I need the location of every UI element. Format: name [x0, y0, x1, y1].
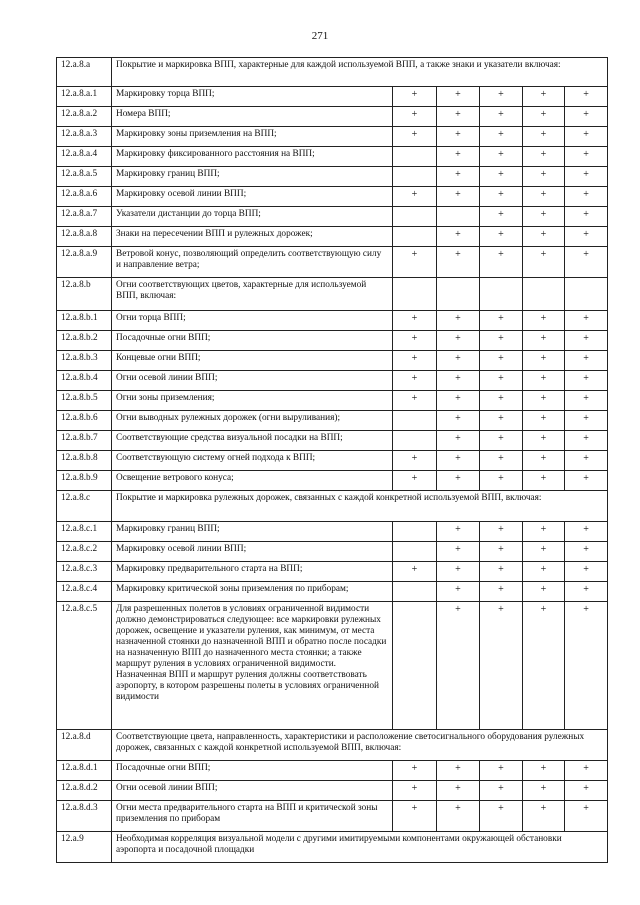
table-row — [57, 87, 608, 107]
level-mark-5: + — [565, 471, 608, 491]
table-row — [57, 761, 608, 781]
level-mark-5: + — [565, 187, 608, 207]
level-mark-1 — [393, 602, 437, 730]
level-mark-3: + — [480, 351, 523, 371]
level-mark-1: + — [393, 781, 437, 801]
level-mark-5: + — [565, 147, 608, 167]
level-mark-5: + — [565, 562, 608, 582]
table-row — [57, 801, 608, 832]
level-mark-2: + — [437, 227, 480, 247]
level-mark-4: + — [523, 411, 565, 431]
row-description: Для разрешенных полетов в условиях ограниченной видимости должно демонстрироваться следующее: все маркировки рулежных дорожек, освещение и указатели руления, как минимум, от места назначенной стоянки до назначенной ВПП и обратно после посадки на назначенную ВПП до назначенного места стоянки; а также маршрут руления в условиях ограниченной видимости. Назначенная ВПП и маршрут руления должны соответствовать аэропорту, в котором разрешены полеты в условиях ограниченной видимости — [112, 602, 393, 730]
level-mark-2: + — [437, 187, 480, 207]
level-mark-3: + — [480, 247, 523, 278]
level-mark-5: + — [565, 451, 608, 471]
row-code: 12.a.8.b.6 — [57, 411, 112, 431]
level-mark-5: + — [565, 801, 608, 832]
level-mark-3: + — [480, 451, 523, 471]
level-mark-1 — [393, 147, 437, 167]
level-mark-1: + — [393, 562, 437, 582]
row-description: Маркировку осевой линии ВПП; — [112, 542, 393, 562]
row-description: Соответствующую систему огней подхода к ВПП; — [112, 451, 393, 471]
table-row — [57, 247, 608, 278]
level-mark-5: + — [565, 227, 608, 247]
level-mark-3: + — [480, 167, 523, 187]
level-mark-3: + — [480, 331, 523, 351]
level-mark-5: + — [565, 761, 608, 781]
row-code: 12.a.8.c.4 — [57, 582, 112, 602]
level-mark-4: + — [523, 187, 565, 207]
row-code: 12.a.8.b.4 — [57, 371, 112, 391]
row-code: 12.a.8.b.5 — [57, 391, 112, 411]
level-mark-2: + — [437, 167, 480, 187]
level-mark-2: + — [437, 311, 480, 331]
level-mark-4: + — [523, 227, 565, 247]
level-mark-3: + — [480, 761, 523, 781]
row-description: Посадочные огни ВПП; — [112, 331, 393, 351]
level-mark-1 — [393, 227, 437, 247]
level-mark-5: + — [565, 167, 608, 187]
row-code: 12.a.8.b.3 — [57, 351, 112, 371]
table-row — [57, 491, 608, 522]
row-description: Огни торца ВПП; — [112, 311, 393, 331]
level-mark-1 — [393, 431, 437, 451]
level-mark-4: + — [523, 351, 565, 371]
level-mark-4: + — [523, 167, 565, 187]
level-mark-4: + — [523, 522, 565, 542]
level-mark-5: + — [565, 331, 608, 351]
level-mark-1 — [393, 411, 437, 431]
section-heading: Соответствующие цвета, направленность, характеристики и расположение светосигнального оборудования рулежных дорожек, связанных с каждой конкретной используемой ВПП, включая: — [112, 730, 608, 761]
row-code: 12.a.8.d.3 — [57, 801, 112, 832]
table-row — [57, 431, 608, 451]
row-code: 12.a.8.d — [57, 730, 112, 761]
table-row — [57, 227, 608, 247]
table-row — [57, 781, 608, 801]
row-code: 12.a.8.a.6 — [57, 187, 112, 207]
table-row — [57, 832, 608, 863]
level-mark-1: + — [393, 247, 437, 278]
row-code: 12.a.8.d.1 — [57, 761, 112, 781]
row-description: Маркировку осевой линии ВПП; — [112, 187, 393, 207]
table-row — [57, 391, 608, 411]
row-code: 12.a.8.c.3 — [57, 562, 112, 582]
row-code: 12.a.8.b — [57, 278, 112, 311]
level-mark-2: + — [437, 801, 480, 832]
row-code: 12.a.8.b.7 — [57, 431, 112, 451]
level-mark-4: + — [523, 562, 565, 582]
level-mark-4: + — [523, 431, 565, 451]
table-row — [57, 582, 608, 602]
requirements-table — [56, 57, 608, 863]
level-mark-2: + — [437, 87, 480, 107]
level-mark-3: + — [480, 471, 523, 491]
level-mark-2: + — [437, 562, 480, 582]
level-mark-1: + — [393, 87, 437, 107]
level-mark-4: + — [523, 107, 565, 127]
level-mark-4: + — [523, 801, 565, 832]
level-mark-1: + — [393, 371, 437, 391]
row-code: 12.a.8.c.1 — [57, 522, 112, 542]
level-mark-5: + — [565, 371, 608, 391]
table-row — [57, 562, 608, 582]
section-heading: Покрытие и маркировка рулежных дорожек, связанных с каждой конкретной используемой ВПП, включая: — [112, 491, 608, 522]
level-mark-4: + — [523, 331, 565, 351]
level-mark-5: + — [565, 127, 608, 147]
level-mark-2: + — [437, 331, 480, 351]
row-description: Огни осевой линии ВПП; — [112, 371, 393, 391]
level-mark-4: + — [523, 471, 565, 491]
table-row — [57, 371, 608, 391]
level-mark-4: + — [523, 247, 565, 278]
row-code: 12.a.8.a.8 — [57, 227, 112, 247]
level-mark-5: + — [565, 411, 608, 431]
table-row — [57, 471, 608, 491]
table-row — [57, 522, 608, 542]
level-mark-4: + — [523, 391, 565, 411]
row-description: Соответствующие средства визуальной посадки на ВПП; — [112, 431, 393, 451]
row-description: Указатели дистанции до торца ВПП; — [112, 207, 393, 227]
level-mark-2: + — [437, 351, 480, 371]
row-code: 12.a.8.a.9 — [57, 247, 112, 278]
row-description: Номера ВПП; — [112, 107, 393, 127]
level-mark-1: + — [393, 351, 437, 371]
row-description: Концевые огни ВПП; — [112, 351, 393, 371]
table-row — [57, 167, 608, 187]
level-mark-3: + — [480, 582, 523, 602]
section-heading: Покрытие и маркировка ВПП, характерные для каждой используемой ВПП, а также знаки и указатели включая: — [112, 58, 608, 87]
level-mark-2: + — [437, 602, 480, 730]
level-mark-5: + — [565, 781, 608, 801]
table-row — [57, 278, 608, 311]
row-code: 12.a.8.a — [57, 58, 112, 87]
level-mark-1 — [393, 278, 437, 311]
level-mark-4: + — [523, 127, 565, 147]
level-mark-1 — [393, 582, 437, 602]
row-description: Маркировку зоны приземления на ВПП; — [112, 127, 393, 147]
row-code: 12.a.8.d.2 — [57, 781, 112, 801]
table-row — [57, 331, 608, 351]
level-mark-5: + — [565, 542, 608, 562]
level-mark-2: + — [437, 522, 480, 542]
level-mark-5: + — [565, 247, 608, 278]
level-mark-3: + — [480, 127, 523, 147]
page-number: 271 — [311, 30, 329, 42]
table-row — [57, 411, 608, 431]
row-code: 12.a.8.b.2 — [57, 331, 112, 351]
section-heading: Необходимая корреляция визуальной модели с другими имитируемыми компонентами окружающей обстановки аэропорта и посадочной площадки — [112, 832, 608, 863]
level-mark-3: + — [480, 87, 523, 107]
level-mark-1: + — [393, 187, 437, 207]
row-code: 12.a.8.a.4 — [57, 147, 112, 167]
row-code: 12.a.8.c.5 — [57, 602, 112, 730]
level-mark-1: + — [393, 761, 437, 781]
row-code: 12.a.8.a.1 — [57, 87, 112, 107]
table-body — [57, 58, 608, 863]
level-mark-3: + — [480, 781, 523, 801]
level-mark-1: + — [393, 127, 437, 147]
level-mark-2: + — [437, 371, 480, 391]
row-code: 12.a.8.a.2 — [57, 107, 112, 127]
level-mark-3: + — [480, 187, 523, 207]
level-mark-1 — [393, 542, 437, 562]
row-description: Освещение ветрового конуса; — [112, 471, 393, 491]
row-description: Маркировку предварительного старта на ВПП; — [112, 562, 393, 582]
level-mark-2: + — [437, 107, 480, 127]
table-row — [57, 542, 608, 562]
level-mark-2: + — [437, 761, 480, 781]
row-description: Маркировку торца ВПП; — [112, 87, 393, 107]
level-mark-4: + — [523, 311, 565, 331]
level-mark-5: + — [565, 602, 608, 730]
level-mark-5: + — [565, 311, 608, 331]
row-description: Огни зоны приземления; — [112, 391, 393, 411]
level-mark-3: + — [480, 562, 523, 582]
level-mark-1: + — [393, 801, 437, 832]
level-mark-3: + — [480, 107, 523, 127]
level-mark-3: + — [480, 311, 523, 331]
level-mark-5: + — [565, 391, 608, 411]
level-mark-3: + — [480, 801, 523, 832]
row-description: Маркировку границ ВПП; — [112, 167, 393, 187]
row-description: Огни места предварительного старта на ВПП и критической зоны приземления по приборам — [112, 801, 393, 832]
level-mark-2: + — [437, 471, 480, 491]
level-mark-2: + — [437, 391, 480, 411]
level-mark-5: + — [565, 522, 608, 542]
row-description: Маркировку критической зоны приземления по приборам; — [112, 582, 393, 602]
row-code: 12.a.8.c.2 — [57, 542, 112, 562]
row-description: Знаки на пересечении ВПП и рулежных дорожек; — [112, 227, 393, 247]
level-mark-1: + — [393, 331, 437, 351]
row-code: 12.a.8.b.8 — [57, 451, 112, 471]
row-code: 12.a.8.a.3 — [57, 127, 112, 147]
row-description: Огни выводных рулежных дорожек (огни выруливания); — [112, 411, 393, 431]
level-mark-3: + — [480, 522, 523, 542]
row-code: 12.a.8.a.7 — [57, 207, 112, 227]
table-row — [57, 451, 608, 471]
level-mark-5: + — [565, 351, 608, 371]
level-mark-4 — [523, 278, 565, 311]
level-mark-5: + — [565, 207, 608, 227]
level-mark-2: + — [437, 431, 480, 451]
row-description: Ветровой конус, позволяющий определить соответствующую силу и направление ветра; — [112, 247, 393, 278]
level-mark-3: + — [480, 411, 523, 431]
level-mark-2 — [437, 278, 480, 311]
level-mark-5: + — [565, 107, 608, 127]
level-mark-3 — [480, 278, 523, 311]
row-description: Маркировку фиксированного расстояния на ВПП; — [112, 147, 393, 167]
level-mark-4: + — [523, 761, 565, 781]
level-mark-4: + — [523, 582, 565, 602]
level-mark-2: + — [437, 411, 480, 431]
row-description: Огни соответствующих цветов, характерные для используемой ВПП, включая: — [112, 278, 393, 311]
level-mark-4: + — [523, 451, 565, 471]
row-code: 12.a.8.b.1 — [57, 311, 112, 331]
table-row — [57, 730, 608, 761]
level-mark-2 — [437, 207, 480, 227]
level-mark-3: + — [480, 147, 523, 167]
row-code: 12.a.8.a.5 — [57, 167, 112, 187]
level-mark-2: + — [437, 127, 480, 147]
level-mark-2: + — [437, 247, 480, 278]
level-mark-3: + — [480, 371, 523, 391]
level-mark-4: + — [523, 371, 565, 391]
level-mark-1: + — [393, 107, 437, 127]
level-mark-4: + — [523, 147, 565, 167]
row-description: Маркировку границ ВПП; — [112, 522, 393, 542]
level-mark-3: + — [480, 207, 523, 227]
level-mark-3: + — [480, 542, 523, 562]
level-mark-2: + — [437, 781, 480, 801]
level-mark-4: + — [523, 207, 565, 227]
level-mark-1: + — [393, 471, 437, 491]
level-mark-2: + — [437, 147, 480, 167]
level-mark-1: + — [393, 451, 437, 471]
table-row — [57, 107, 608, 127]
level-mark-2: + — [437, 582, 480, 602]
table-row — [57, 58, 608, 87]
table-row — [57, 351, 608, 371]
level-mark-5: + — [565, 582, 608, 602]
table-row — [57, 147, 608, 167]
level-mark-5 — [565, 278, 608, 311]
level-mark-1 — [393, 167, 437, 187]
table-row — [57, 311, 608, 331]
level-mark-3: + — [480, 227, 523, 247]
level-mark-5: + — [565, 431, 608, 451]
row-code: 12.a.8.b.9 — [57, 471, 112, 491]
row-code: 12.a.8.c — [57, 491, 112, 522]
level-mark-1 — [393, 522, 437, 542]
table-row — [57, 602, 608, 730]
row-description: Огни осевой линии ВПП; — [112, 781, 393, 801]
level-mark-4: + — [523, 87, 565, 107]
level-mark-4: + — [523, 602, 565, 730]
table-row — [57, 207, 608, 227]
level-mark-1 — [393, 207, 437, 227]
level-mark-5: + — [565, 87, 608, 107]
level-mark-4: + — [523, 781, 565, 801]
level-mark-2: + — [437, 542, 480, 562]
level-mark-3: + — [480, 391, 523, 411]
level-mark-1: + — [393, 311, 437, 331]
table-row — [57, 187, 608, 207]
row-description: Посадочные огни ВПП; — [112, 761, 393, 781]
level-mark-3: + — [480, 431, 523, 451]
level-mark-1: + — [393, 391, 437, 411]
table-row — [57, 127, 608, 147]
level-mark-4: + — [523, 542, 565, 562]
row-code: 12.a.9 — [57, 832, 112, 863]
level-mark-3: + — [480, 602, 523, 730]
level-mark-2: + — [437, 451, 480, 471]
